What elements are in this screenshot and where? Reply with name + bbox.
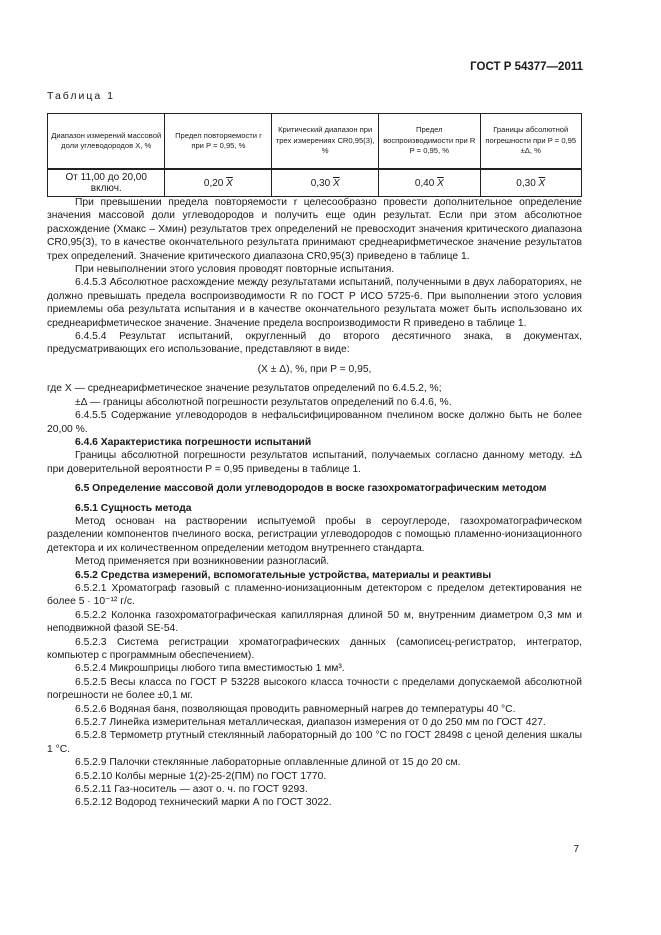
cell-R: 0,40 $\overline{X}$ [379, 169, 480, 197]
paragraph: 6.5.2.7 Линейка измерительная металлическая, диапазон измерения от 0 до 250 мм по ГОСТ 427. [75, 717, 546, 729]
section-heading: 6.5.2 Средства измерений, вспомогательные устройства, материалы и реактивы [75, 569, 492, 581]
paragraph: При невыполнении этого условия проводят повторные испытания. [75, 264, 395, 276]
paragraph: 6.4.5.5 Содержание углеводородов в нефальсифицированном пчелином воске должно быть не более 20,00 %. [47, 410, 582, 435]
paragraph: 6.5.2.6 Водяная баня, позволяющая проводить равномерный нагрев до температуры 40 °С. [75, 703, 516, 715]
cell-r: 0,20 $\overline{X}$ [165, 169, 272, 197]
paragraph: 6.4.5.4 Результат испытаний, округленный до второго десятичного знака, в документах, предусматривающих его использование, представляют в виде: [47, 331, 582, 356]
paragraph: 6.5.2.11 Газ-носитель — азот о. ч. по ГОСТ 9293. [75, 784, 308, 796]
paragraph: 6.5.2.9 Палочки стеклянные лабораторные оплавленные длиной от 15 до 20 см. [75, 757, 461, 769]
paragraph: Границы абсолютной погрешности результатов испытаний, получаемых согласно данному методу. ±Δ при доверительной вероятности P = 0,95 приведены в таблице 1. [47, 450, 582, 475]
col-header-reproducibility: Предел воспроизводимости при R P = 0,95, % [379, 114, 480, 170]
section-heading: 6.4.6 Характеристика погрешности испытаний [75, 436, 312, 448]
document-header: ГОСТ Р 54377—2011 [470, 61, 583, 73]
col-header-range: Диапазон измерений массовой доли углеводородов X, % [48, 114, 165, 170]
paragraph: 6.5.2.1 Хроматограф газовый с пламенно-ионизационным детектором с пределом детектирования не более 5 · 10⁻¹² г/с. [47, 582, 582, 608]
cell-cr: 0,30 $\overline{X}$ [272, 169, 379, 197]
table-row [48, 169, 582, 197]
paragraph: где X — среднеарифметическое значение результатов определений по 6.4.5.2, %; [47, 383, 442, 395]
paragraph: 6.5.2.8 Термометр ртутный стеклянный лабораторный до 100 °С по ГОСТ 28498 с ценой деления шкалы 1 °С. [47, 730, 582, 755]
paragraph: 6.5.2.5 Весы класса по ГОСТ Р 53228 высокого класса точности с пределами допускаемой абсолютной погрешности не более ±0,1 мг. [47, 676, 582, 702]
paragraph: ±Δ — границы абсолютной погрешности результатов определений по 6.4.6, %. [75, 396, 452, 408]
table-1 [47, 113, 582, 197]
paragraph: 6.5.2.2 Колонка газохроматографическая капиллярная длиной 50 м, внутренним диаметром 0,3 мм и неподвижной фазой SE-54. [47, 609, 582, 635]
paragraph: 6.4.5.3 Абсолютное расхождение между результатами испытаний, полученными в двух лабораториях, не должно превышать предела воспроизводимости R по ГОСТ Р ИСО 5725-6. При выполнении этого условия приемлемы оба результата испытания и в качестве окончательного результата может быть использовано их среднеарифметическое значение. Значение предела воспроизводимости R приведено в таблице 1. [47, 277, 582, 329]
cell-range: От 11,00 до 20,00 включ. [48, 169, 165, 197]
table-header-row [48, 114, 582, 170]
page-number: 7 [573, 844, 579, 855]
paragraph: При превышении предела повторяемости r целесообразно провести дополнительное определение значения массовой доли углеводородов и получить еще один результат. Если при этом абсолютное расхождение (Xмакс – Xмин) результатов трех определений не превосходит значения критического диапазона CR0,95(3), то в качестве окончательного результата принимают среднеарифметическое значение результатов трех определений. Значение критического диапазона CR0,95(3) приведено в таблице 1. [47, 197, 582, 262]
paragraph: Метод применяется при возникновении разногласий. [75, 556, 330, 568]
section-heading: 6.5 Определение массовой доли углеводородов в воске газохроматографическим методом [75, 483, 547, 495]
col-header-error-bounds: Границы абсолютной погрешности при P = 0,95 ±Δ, % [480, 114, 581, 170]
paragraph: 6.5.2.4 Микрошприцы любого типа вместимостью 1 мм³. [75, 663, 345, 675]
col-header-repeatability: Предел повторяемости r при P = 0,95, % [165, 114, 272, 170]
section-heading: 6.5.1 Сущность метода [75, 502, 192, 514]
paragraph: 6.5.2.12 Водород технический марки А по ГОСТ 3022. [75, 797, 332, 809]
col-header-critical-range: Критический диапазон при трех измерениях CR0,95(3), % [272, 114, 379, 170]
paragraph: Метод основан на растворении испытуемой пробы в сероуглероде, газохроматографическом разделении компонентов пчелиного воска, регистрации углеводородов с помощью пламенно-ионизационного детектора и их количественном определении методом внутреннего стандарта. [47, 515, 582, 554]
document-body [47, 196, 582, 810]
table-label: Таблица 1 [47, 90, 115, 102]
formula: (X ± Δ), %, при P = 0,95, [257, 363, 372, 375]
paragraph: 6.5.2.10 Колбы мерные 1(2)-25-2(ПМ) по ГОСТ 1770. [75, 770, 327, 782]
paragraph: 6.5.2.3 Система регистрации хроматографических данных (самописец-регистратор, интегратор, компьютер с программным обеспечением). [47, 636, 582, 661]
cell-delta: 0,30 $\overline{X}$ [480, 169, 581, 197]
